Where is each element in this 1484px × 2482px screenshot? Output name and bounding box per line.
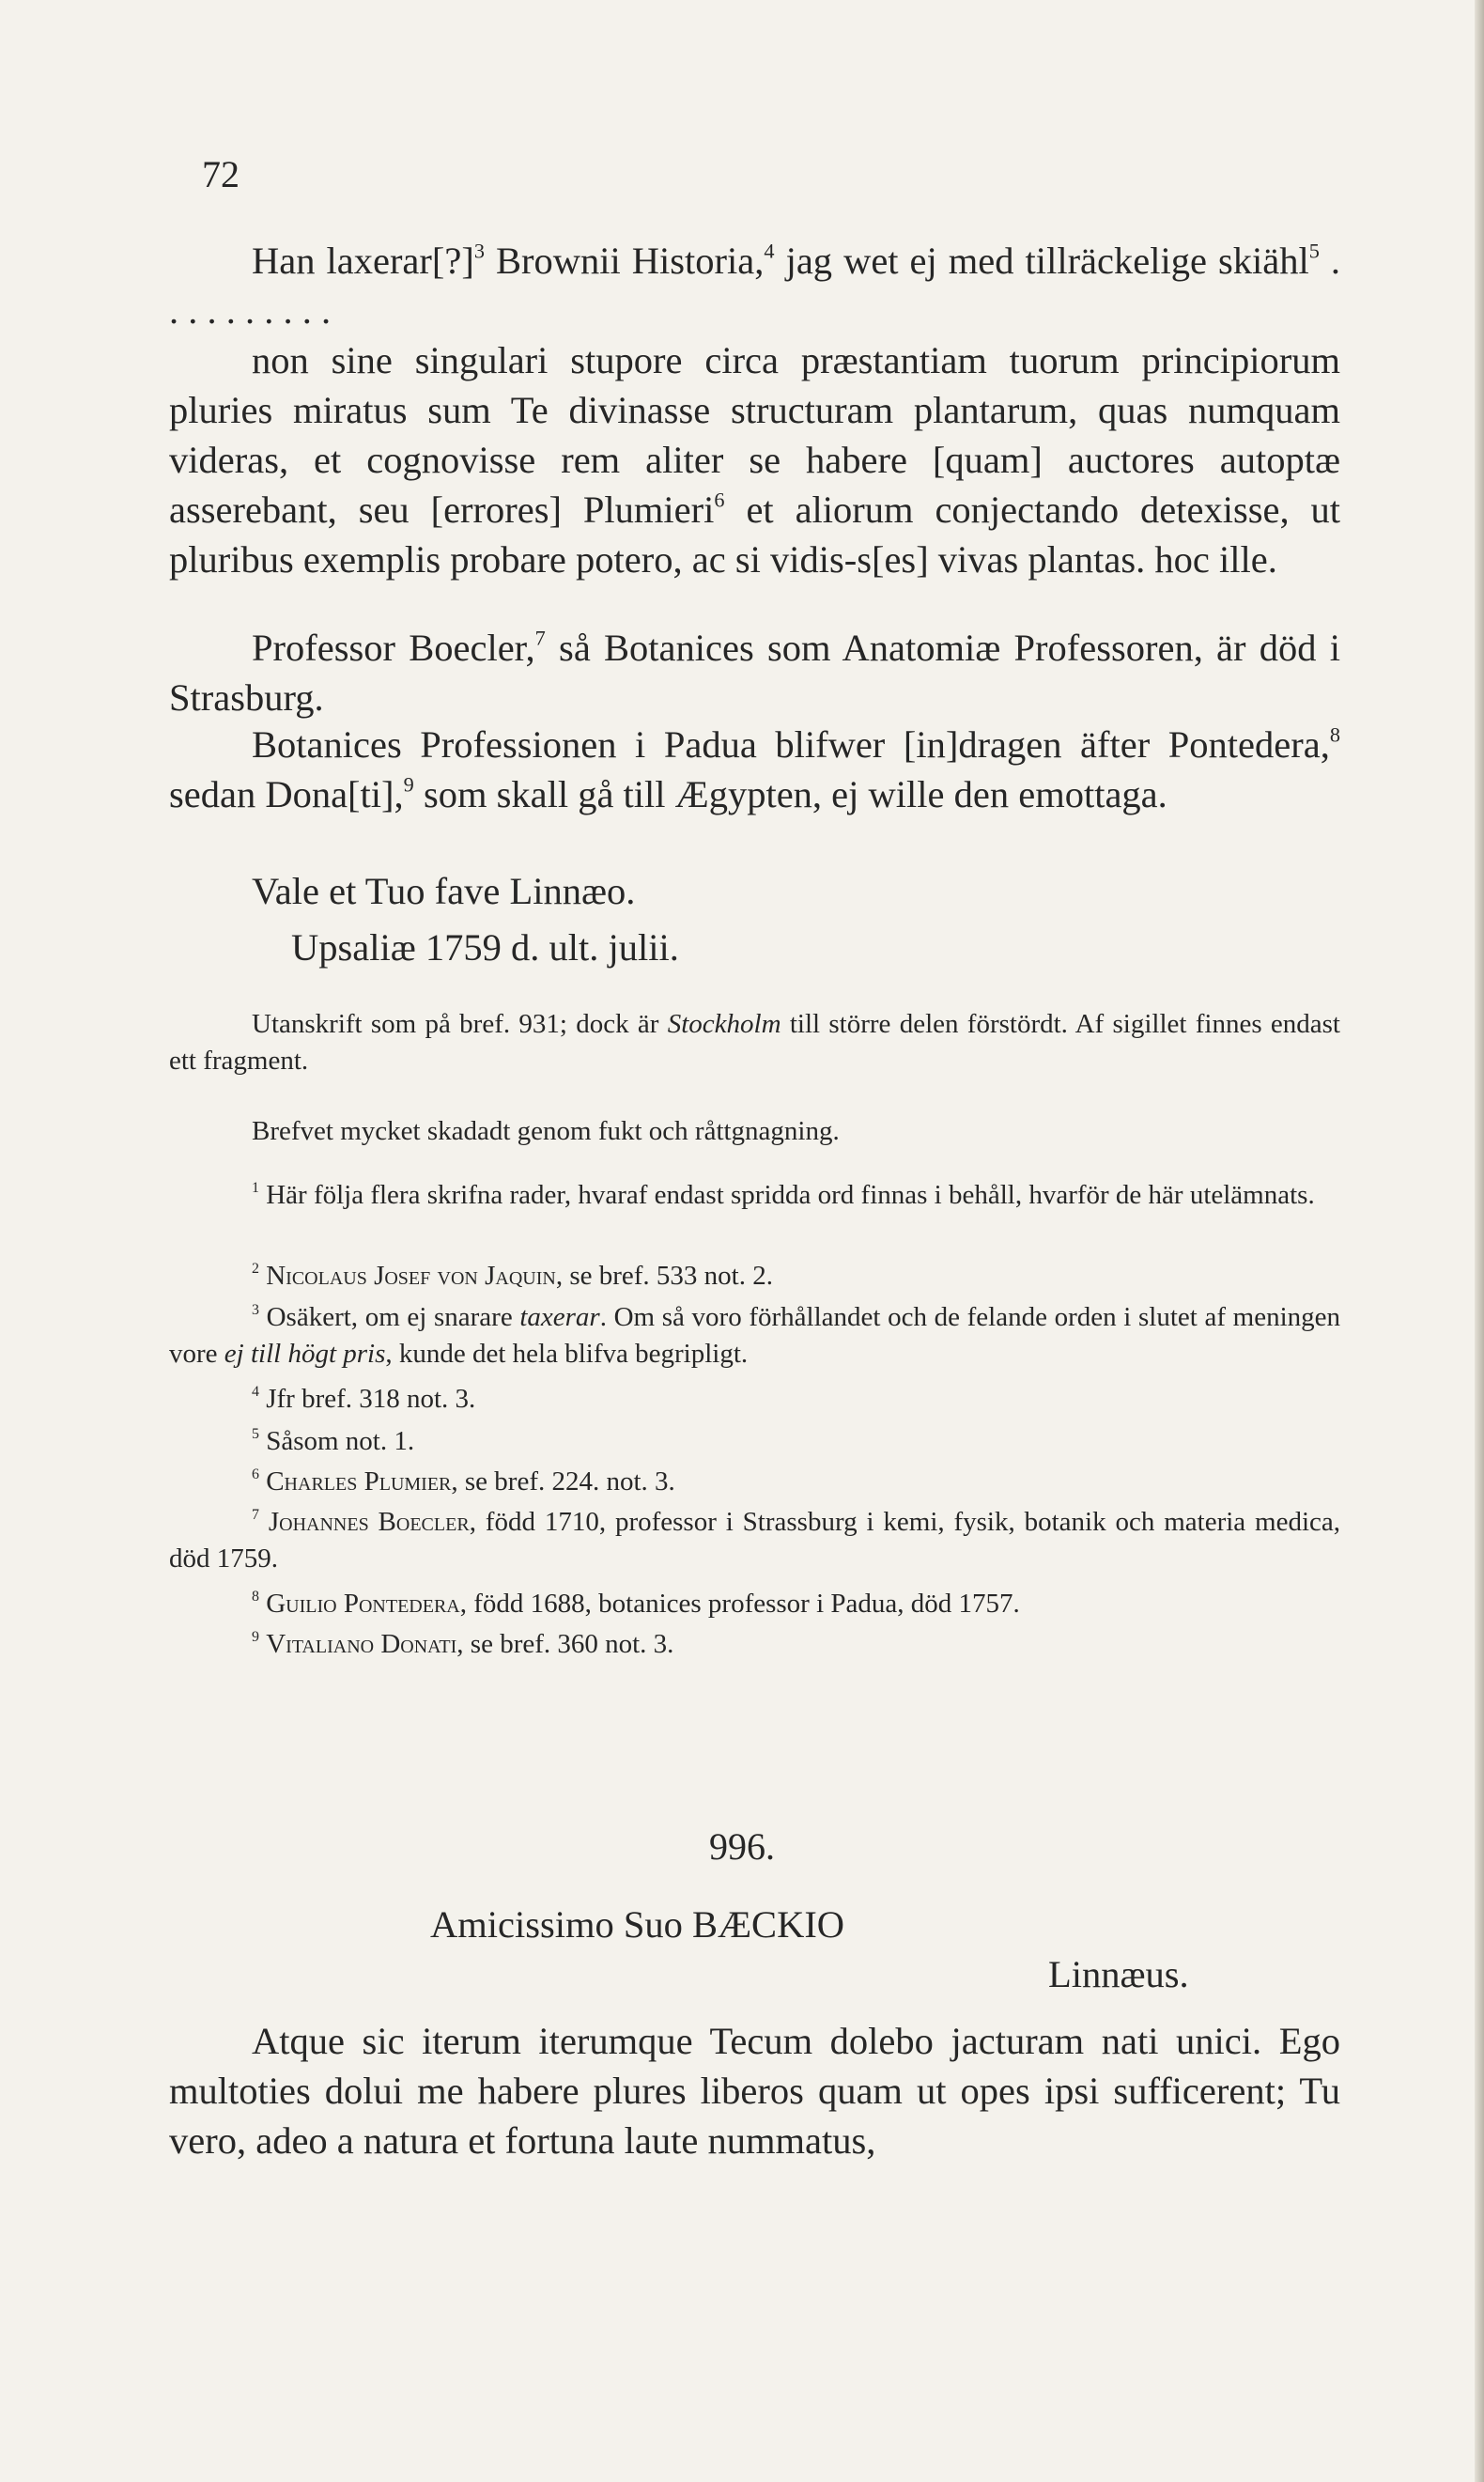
page-number: 72 [202, 153, 240, 195]
paragraph-padua: Botanices Professionen i Padua blifwer [in]dragen äfter Pontedera,$^8$ sedan Dona[ti],$^9$ som skall gå till Ægypten, ej wille den emottaga. [169, 722, 1340, 815]
footnote-9: $^9$ Vitaliano Donati, se bref. 360 not. 3. [252, 1629, 674, 1659]
note-condition: Brefvet mycket skadadt genom fukt och råttgnagning. [252, 1116, 840, 1146]
footnote-2: $^2$ Nicolaus Josef von Jaquin, se bref. 533 not. 2. [252, 1261, 773, 1291]
footnote-8: $^8$ Guilio Pontedera, född 1688, botanices professor i Padua, död 1757. [252, 1589, 1020, 1619]
letter-number: 996. [709, 1825, 775, 1868]
closing-date: Upsaliæ 1759 d. ult. julii. [291, 926, 679, 969]
footnote-6: $^6$ Charles Plumier, se bref. 224. not. 3. [252, 1466, 675, 1497]
closing-vale: Vale et Tuo fave Linnæo. [252, 870, 636, 912]
paragraph-boecler: Professor Boecler,$^7$ så Botanices som Anatomiæ Professoren, är död i Strasburg. [169, 626, 1341, 719]
paragraph-latin: non sine singulari stupore circa præstantiam tuorum principiorum pluries miratus sum Te divinasse structuram plantarum, quas numquam videras, et cognovisse rem aliter se habere [quam] auctores autoptæ asserebant, seu [errores] Plumieri$^6$ et aliorum conjectando detexisse, ut pluribus exemplis probare potero, ac si vidis-s[es] vivas plantas. hoc ille. [169, 339, 1340, 581]
footnote-1: $^1$ Här följa flera skrifna rader, hvaraf endast spridda ord finnas i behåll, hvarför de här utelämnats. [252, 1180, 1315, 1210]
letter-heading: Amicissimo Suo BÆCKIO [430, 1903, 845, 1946]
note-address: Utanskrift som på bref. 931; dock är Stockholm till större delen förstördt. Af sigillet finnes endast ett fragment. [169, 1009, 1340, 1076]
page-edge [1475, 0, 1484, 2482]
footnote-7: $^7$ Johannes Boecler, född 1710, professor i Strassburg i kemi, fysik, botanik och materia medica, död 1759. [169, 1507, 1341, 1574]
paragraph-next-letter: Atque sic iterum iterumque Tecum dolebo jacturam nati unici. Ego multoties dolui me habere plures liberos quam ut opes ipsi sufficerent; Tu vero, adeo a natura et fortuna laute nummatus, [169, 2020, 1340, 2162]
paragraph-laxerar: Han laxerar[?]$^3$ Brownii Historia,$^4$ jag wet ej med tillräckelige skiähl$^5$ . . . . . . . . . . [169, 239, 1341, 332]
footnote-4: $^4$ Jfr bref. 318 not. 3. [252, 1384, 476, 1414]
footnote-3: $^3$ Osäkert, om ej snarare taxerar. Om så voro förhållandet och de felande orden i slutet af meningen vore ej till högt pris, kunde det hela blifva begripligt. [169, 1302, 1340, 1369]
footnote-5: $^5$ Såsom not. 1. [252, 1426, 415, 1456]
letter-signature: Linnæus. [1048, 1953, 1189, 1995]
